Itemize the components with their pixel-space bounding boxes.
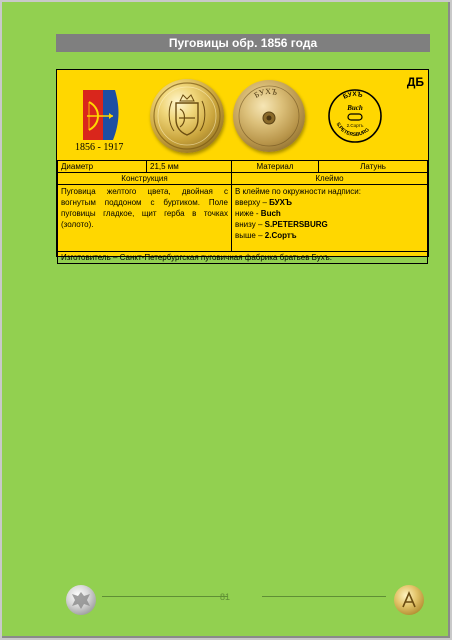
button-front-image bbox=[150, 79, 224, 153]
construction-description: Пуговица желтого цвета, двойная с вогнутым поддоном с буртиком. Поле пуговицы гладкое, щит герба в точках (золото). bbox=[58, 185, 232, 252]
eagle-medal-icon bbox=[66, 585, 96, 615]
svg-text:S.PETERSBURG: S.PETERSBURG bbox=[334, 121, 371, 139]
stamp-header: Клеймо bbox=[232, 173, 428, 185]
svg-text:БУХЪ: БУХЪ bbox=[252, 86, 279, 100]
marking-below: ниже - Buch bbox=[235, 209, 281, 218]
years-label: 1856 - 1917 bbox=[75, 142, 124, 153]
page bbox=[2, 2, 450, 638]
material-label: Материал bbox=[232, 161, 319, 173]
material-value: Латунь bbox=[319, 161, 428, 173]
button-card bbox=[56, 69, 429, 262]
construction-header: Конструкция bbox=[58, 173, 232, 185]
monogram-medal-icon bbox=[394, 585, 424, 615]
page-number: 81 bbox=[219, 592, 230, 602]
manufacturer-row bbox=[58, 252, 428, 264]
marking-top: вверху – БУХЪ bbox=[235, 198, 292, 207]
svg-text:БУХЪ: БУХЪ bbox=[342, 90, 364, 101]
manufacturer-text: Изготовитель – Санкт-Петербургская пуговичная фабрика братьев Бухъ. bbox=[58, 252, 428, 264]
page-title: Пуговицы обр. 1856 года bbox=[56, 34, 430, 52]
coat-of-arms-icon bbox=[83, 90, 123, 140]
catalog-code: ДБ bbox=[406, 75, 424, 89]
specs-row bbox=[58, 161, 428, 173]
diameter-value: 21,5 мм bbox=[147, 161, 232, 173]
marking-above: выше – 2.Сортъ bbox=[235, 231, 297, 240]
details-row bbox=[58, 185, 428, 252]
button-back-image bbox=[233, 80, 305, 152]
marking-intro: В клейме по окружности надписи: bbox=[235, 187, 361, 196]
section-header-row bbox=[58, 173, 428, 185]
stamp-description bbox=[232, 185, 428, 252]
svg-text:Buch: Buch bbox=[347, 104, 363, 112]
marking-bottom: внизу – S.PETERSBURG bbox=[235, 220, 328, 229]
svg-text:2.Сортъ: 2.Сортъ bbox=[346, 123, 364, 128]
diameter-label: Диаметр bbox=[58, 161, 147, 173]
specs-table bbox=[57, 160, 428, 264]
maker-mark-drawing bbox=[327, 88, 383, 144]
